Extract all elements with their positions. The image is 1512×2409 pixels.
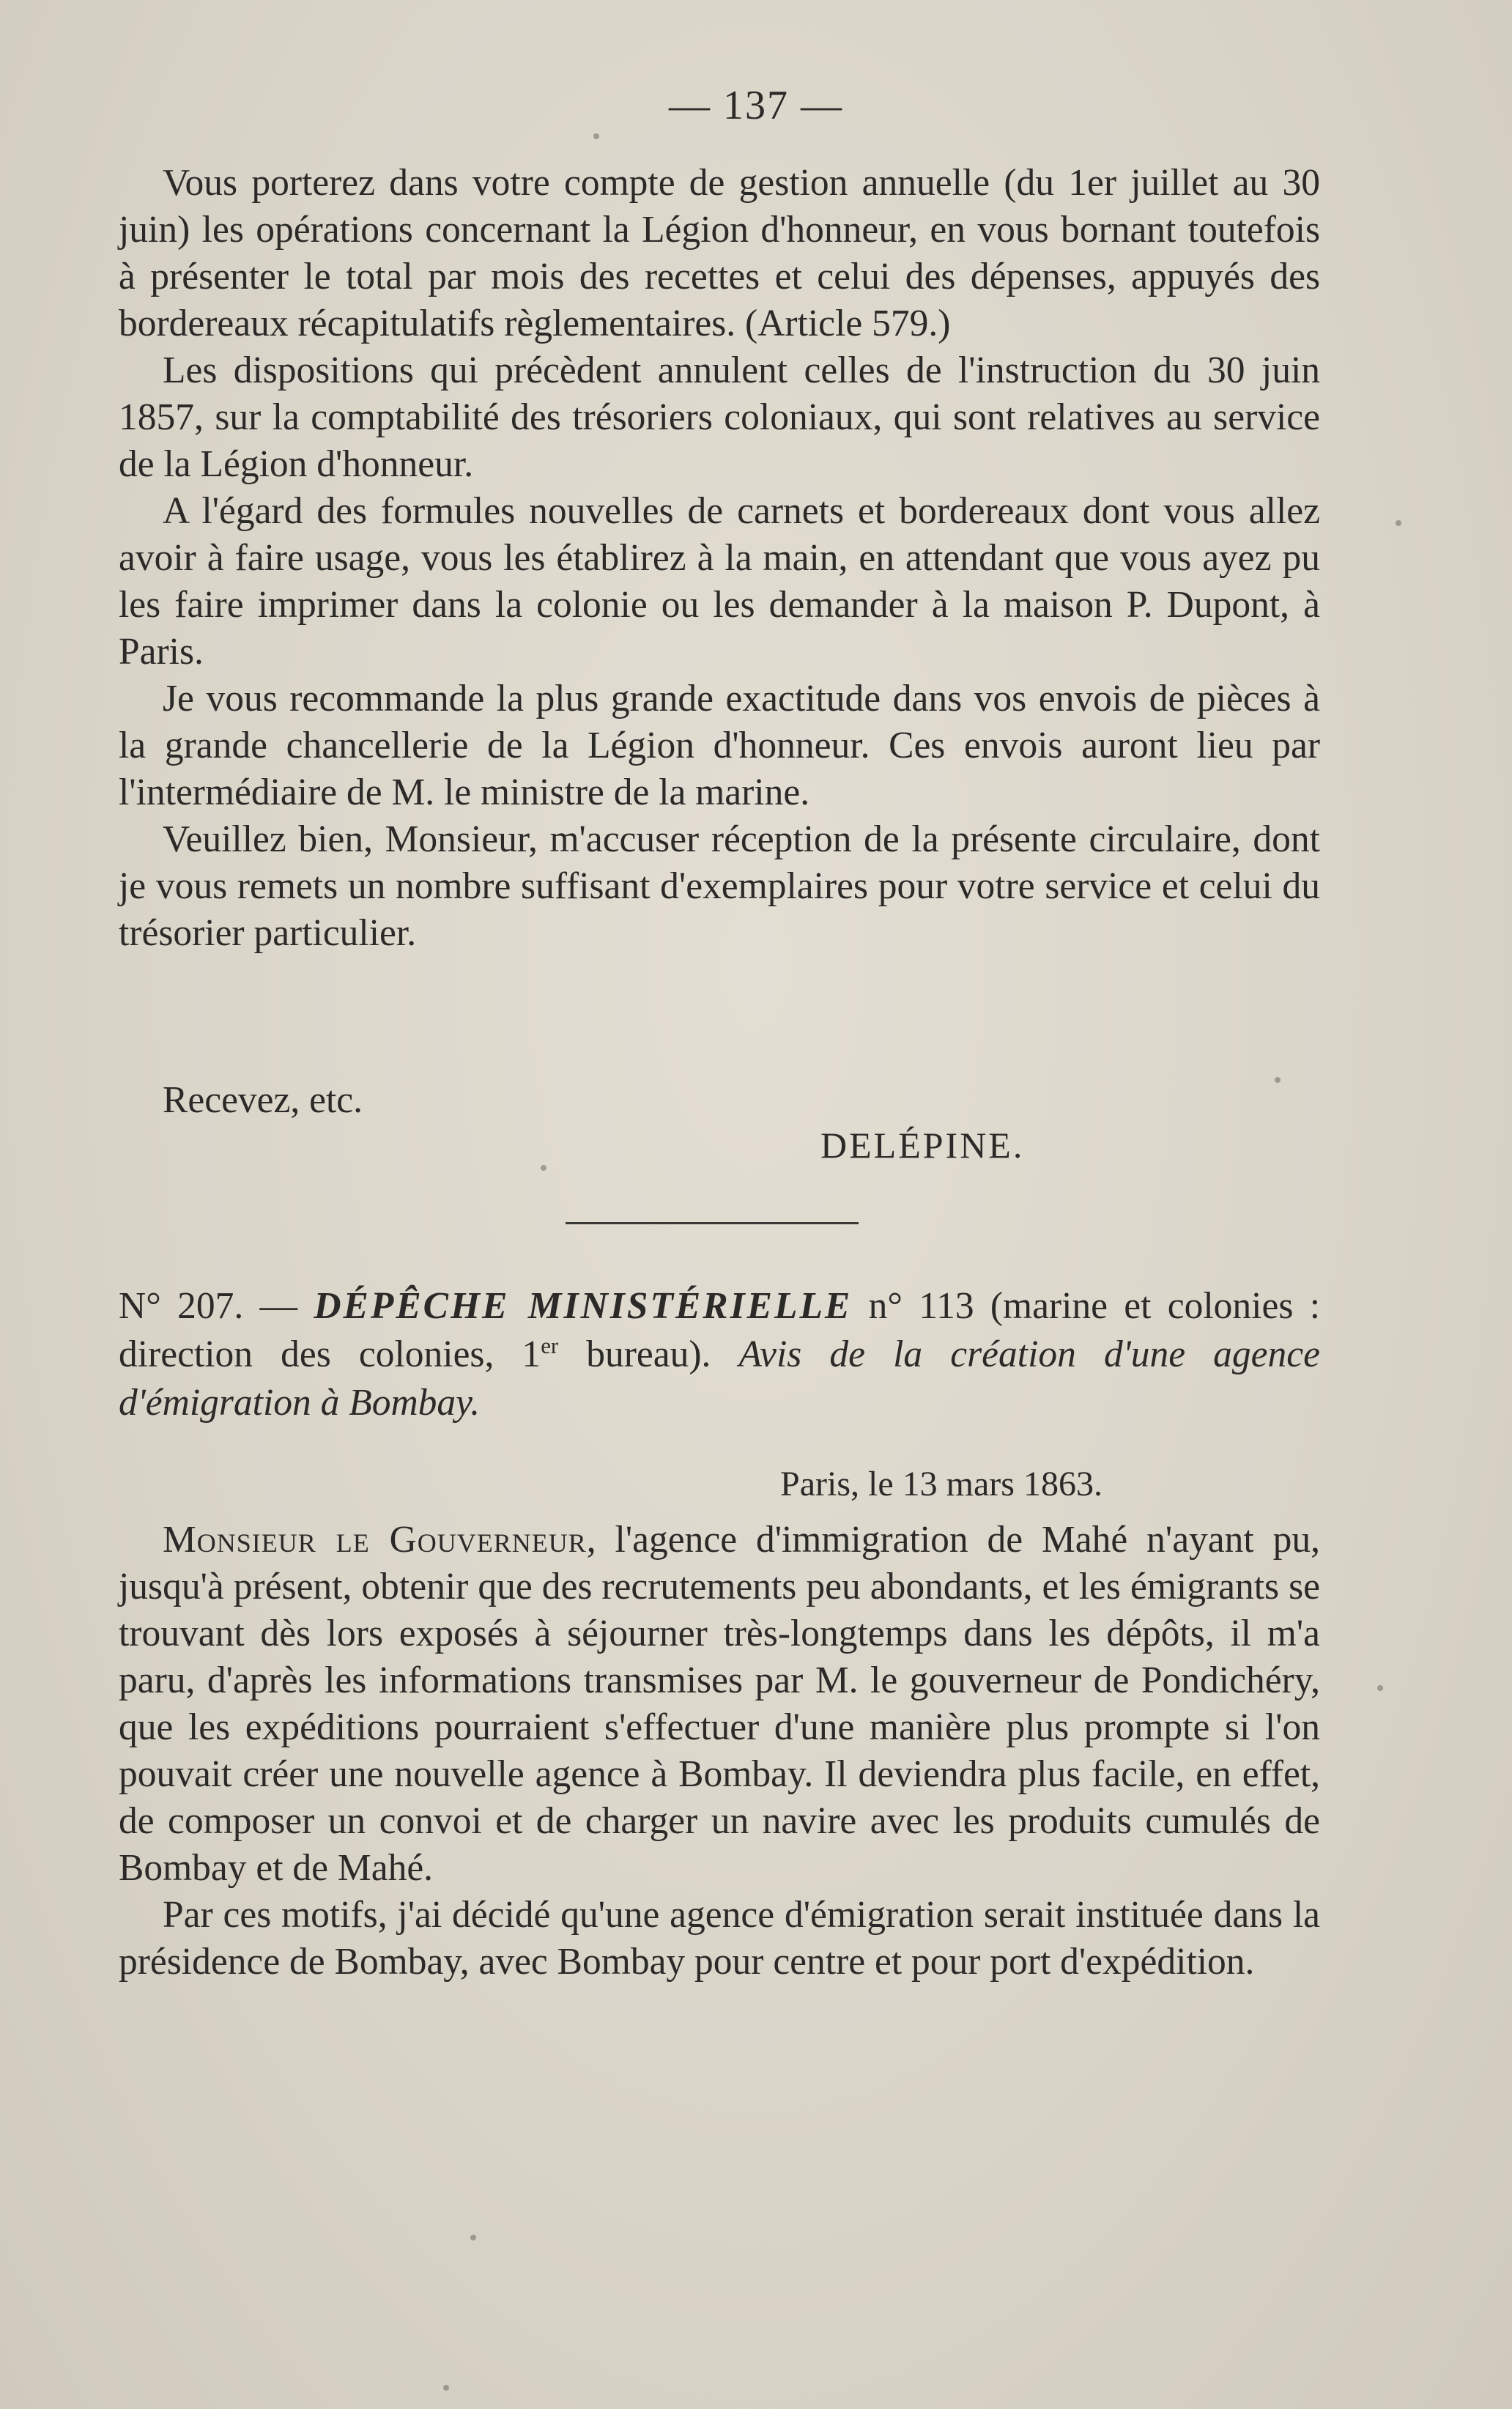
dispatch-reference-end: bureau). bbox=[558, 1333, 711, 1375]
closing-formula: Recevez, etc. bbox=[163, 1079, 363, 1121]
ink-speck bbox=[1377, 1685, 1383, 1691]
section-divider bbox=[566, 1222, 859, 1224]
circular-body bbox=[119, 160, 1320, 957]
circular-paragraph: Vous porterez dans votre compte de gestion annuelle (du 1er juillet au 30 juin) les opérations concernant la Légion d'honneur, en vous bornant toutefois à présenter le total par mois des recettes et celui des dépenses, appuyés des bordereaux récapitulatifs règlementaires. (Article 579.) bbox=[119, 162, 1320, 344]
page-number: — 137 — bbox=[669, 83, 843, 128]
dateline: Paris, le 13 mars 1863. bbox=[780, 1465, 1102, 1503]
ink-speck bbox=[1275, 1077, 1281, 1083]
circular-paragraph: A l'égard des formules nouvelles de carnets et bordereaux dont vous allez avoir à faire usage, vous les établirez à la main, en attendant que vous ayez pu les faire imprimer dans la colonie ou les demander à la maison P. Dupont, à Paris. bbox=[119, 490, 1320, 673]
ink-speck bbox=[1396, 520, 1401, 526]
circular-paragraph: Les dispositions qui précèdent annulent celles de l'instruction du 30 juin 1857, sur la comptabilité des trésoriers coloniaux, qui sont relatives au service de la Légion d'honneur. bbox=[119, 349, 1320, 485]
dispatch-subject: Avis de la création d'une agence d'émigration à Bombay. bbox=[119, 1333, 1320, 1424]
letter-body bbox=[119, 1517, 1320, 1986]
dispatch-reference-sup: er bbox=[541, 1332, 559, 1358]
dispatch-number: N° 207. — bbox=[119, 1285, 298, 1327]
letter-paragraph-text: , l'agence d'immigration de Mahé n'ayant pu, jusqu'à présent, obtenir que des recrutements peu abondants, et les émigrants se trouvant dès lors exposés à séjourner très-longtemps dans les dépôts, il m'a paru, d'après les informations transmises par M. le gouverneur de Pondichéry, que les expéditions pourraient s'effectuer d'une manière plus prompte si l'on pouvait créer une nouvelle agence à Bombay. Il deviendra plus facile, en effet, de composer un convoi et de charger un navire avec les produits cumulés de Bombay et de Mahé. bbox=[119, 1519, 1320, 1889]
circular-paragraph: Veuillez bien, Monsieur, m'accuser réception de la présente circulaire, dont je vous remets un nombre suffisant d'exemplaires pour votre service et celui du trésorier particulier. bbox=[119, 818, 1320, 954]
ink-speck bbox=[443, 2385, 449, 2391]
ink-speck bbox=[470, 2235, 476, 2240]
ink-speck bbox=[593, 133, 599, 139]
signature: DELÉPINE. bbox=[820, 1125, 1025, 1166]
letter-paragraph: Par ces motifs, j'ai décidé qu'une agence d'émigration serait instituée dans la présidence de Bombay, avec Bombay pour centre et pour port d'expédition. bbox=[119, 1894, 1320, 1983]
dispatch-title: DÉPÊCHE MINISTÉRIELLE bbox=[314, 1285, 853, 1327]
dispatch-reference: n° 113 (marine et colonies : direction des colonies, 1 bbox=[119, 1285, 1321, 1375]
salutation: Monsieur le Gouverneur bbox=[163, 1519, 587, 1561]
ink-speck bbox=[541, 1165, 546, 1171]
letter-paragraph bbox=[119, 1517, 1320, 1892]
dispatch-heading bbox=[119, 1282, 1320, 1427]
circular-paragraph: Je vous recommande la plus grande exactitude dans vos envois de pièces à la grande chancellerie de la Légion d'honneur. Ces envois auront lieu par l'intermédiaire de M. le ministre de la marine. bbox=[119, 678, 1320, 813]
